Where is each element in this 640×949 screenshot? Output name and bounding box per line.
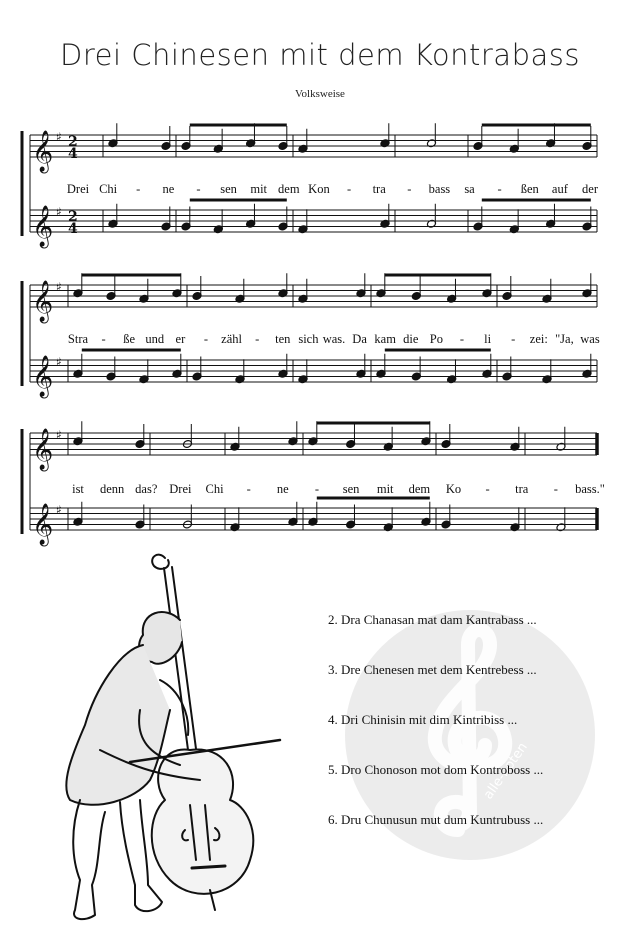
lyric-syllable: dem bbox=[278, 182, 300, 196]
sharp-icon: ♯ bbox=[56, 428, 62, 442]
lyric-syllable: sich bbox=[298, 332, 319, 346]
lyric-syllable: Kon bbox=[308, 182, 330, 196]
lyric-syllable: - bbox=[346, 182, 352, 196]
lyric-syllable: - bbox=[136, 182, 141, 196]
lyric-syllable: der bbox=[582, 182, 598, 196]
verse-5: 5. Dro Chonoson mot dom Kontroboss ... bbox=[328, 762, 544, 777]
time-signature-top: 2 bbox=[68, 134, 78, 150]
lyric-syllable: - bbox=[407, 182, 412, 196]
lyric-syllable: - bbox=[553, 482, 558, 496]
lyric-syllable: Chi bbox=[205, 482, 224, 496]
lyric-syllable: - bbox=[196, 182, 201, 196]
lyric-syllable: - bbox=[203, 332, 209, 346]
lyric-syllable: - bbox=[101, 332, 106, 346]
lyric-syllable: was bbox=[580, 332, 600, 346]
time-signature-top: 2 bbox=[68, 209, 78, 225]
notes bbox=[73, 123, 592, 531]
lyric-syllable: - bbox=[246, 482, 251, 496]
lyric-syllable: - bbox=[485, 482, 490, 496]
additional-verses bbox=[328, 612, 628, 862]
lyric-syllable: tra bbox=[515, 482, 529, 496]
time-signature-bottom: 4 bbox=[68, 146, 78, 162]
lyric-syllable: mit bbox=[376, 482, 394, 496]
time-signature-bottom: 4 bbox=[68, 221, 78, 237]
lyric-syllable: "Ja, bbox=[555, 332, 574, 346]
lyric-syllable: - bbox=[255, 332, 260, 346]
lyric-syllable: - bbox=[511, 332, 516, 346]
lyric-syllable: ne bbox=[276, 482, 289, 496]
lyric-syllable: Ko bbox=[445, 482, 462, 496]
lyric-syllable: bass bbox=[428, 182, 451, 196]
watermark-text: alle-noten bbox=[480, 740, 531, 803]
lyric-syllable: - bbox=[459, 332, 465, 346]
lyrics bbox=[67, 182, 605, 496]
lyric-syllable: - bbox=[497, 182, 502, 196]
treble-clef-icon: 𝄞 bbox=[32, 504, 54, 545]
treble-clef-icon: 𝄞 bbox=[32, 206, 54, 247]
lyric-syllable: auf bbox=[551, 182, 568, 196]
lyric-syllable: ne bbox=[162, 182, 175, 196]
lyric-syllable: sa bbox=[464, 182, 475, 196]
lyric-syllable: die bbox=[403, 332, 419, 346]
verse-3: 3. Dre Chenesen met dem Kentrebess ... bbox=[328, 662, 537, 677]
lyric-syllable: mit bbox=[250, 182, 268, 196]
sharp-icon: ♯ bbox=[56, 503, 62, 517]
lyric-syllable: bass." bbox=[575, 482, 605, 496]
lyric-syllable: ße bbox=[123, 332, 136, 346]
lyric-syllable: ßen bbox=[520, 182, 539, 196]
lyric-syllable: li bbox=[484, 332, 492, 346]
lyric-syllable: ist bbox=[72, 482, 84, 496]
lyric-syllable: was. bbox=[322, 332, 346, 346]
treble-clef-icon: 𝄞 bbox=[32, 429, 54, 470]
lyric-syllable: denn bbox=[99, 482, 125, 496]
lyric-syllable: tra bbox=[372, 182, 386, 196]
lyric-syllable: - bbox=[314, 482, 320, 496]
sharp-icon: ♯ bbox=[56, 130, 62, 144]
sharp-icon: ♯ bbox=[56, 205, 62, 219]
lyric-syllable: Stra bbox=[67, 332, 89, 346]
lyric-syllable: kam bbox=[374, 332, 396, 346]
lyric-syllable: sen bbox=[220, 182, 237, 196]
verse-4: 4. Dri Chinisin mit dim Kintribiss ... bbox=[328, 712, 518, 727]
verse-6: 6. Dru Chunusun mut dum Kuntrubuss ... bbox=[328, 812, 544, 827]
treble-clef-icon: 𝄞 bbox=[32, 356, 54, 397]
lyric-syllable: Drei bbox=[66, 182, 90, 196]
lyric-syllable: zähl bbox=[221, 332, 243, 346]
lyric-syllable: er bbox=[175, 332, 186, 346]
lyric-syllable: dem bbox=[408, 482, 431, 496]
treble-clef-icon: 𝄞 bbox=[32, 281, 54, 322]
lyric-syllable: Drei bbox=[169, 482, 192, 496]
treble-clef-icon: 𝄞 bbox=[32, 131, 54, 172]
lyric-syllable: sen bbox=[342, 482, 360, 496]
lyric-syllable: Da bbox=[352, 332, 367, 346]
lyric-syllable: Chi bbox=[99, 182, 118, 196]
sharp-icon: ♯ bbox=[56, 355, 62, 369]
lyric-syllable: ten bbox=[275, 332, 291, 346]
verse-2: 2. Dra Chanasan mat dam Kantrabass ... bbox=[328, 612, 537, 627]
song-title: Drei Chinesen mit dem Kontrabass bbox=[60, 38, 580, 72]
lyric-syllable: Po bbox=[429, 332, 444, 346]
sharp-icon: ♯ bbox=[56, 280, 62, 294]
lyric-syllable: zei: bbox=[529, 332, 548, 346]
composer-credit: Volksweise bbox=[295, 88, 345, 100]
lyric-syllable: und bbox=[145, 332, 165, 346]
lyric-syllable: das? bbox=[135, 482, 158, 496]
double-bass-player-icon bbox=[40, 550, 290, 940]
